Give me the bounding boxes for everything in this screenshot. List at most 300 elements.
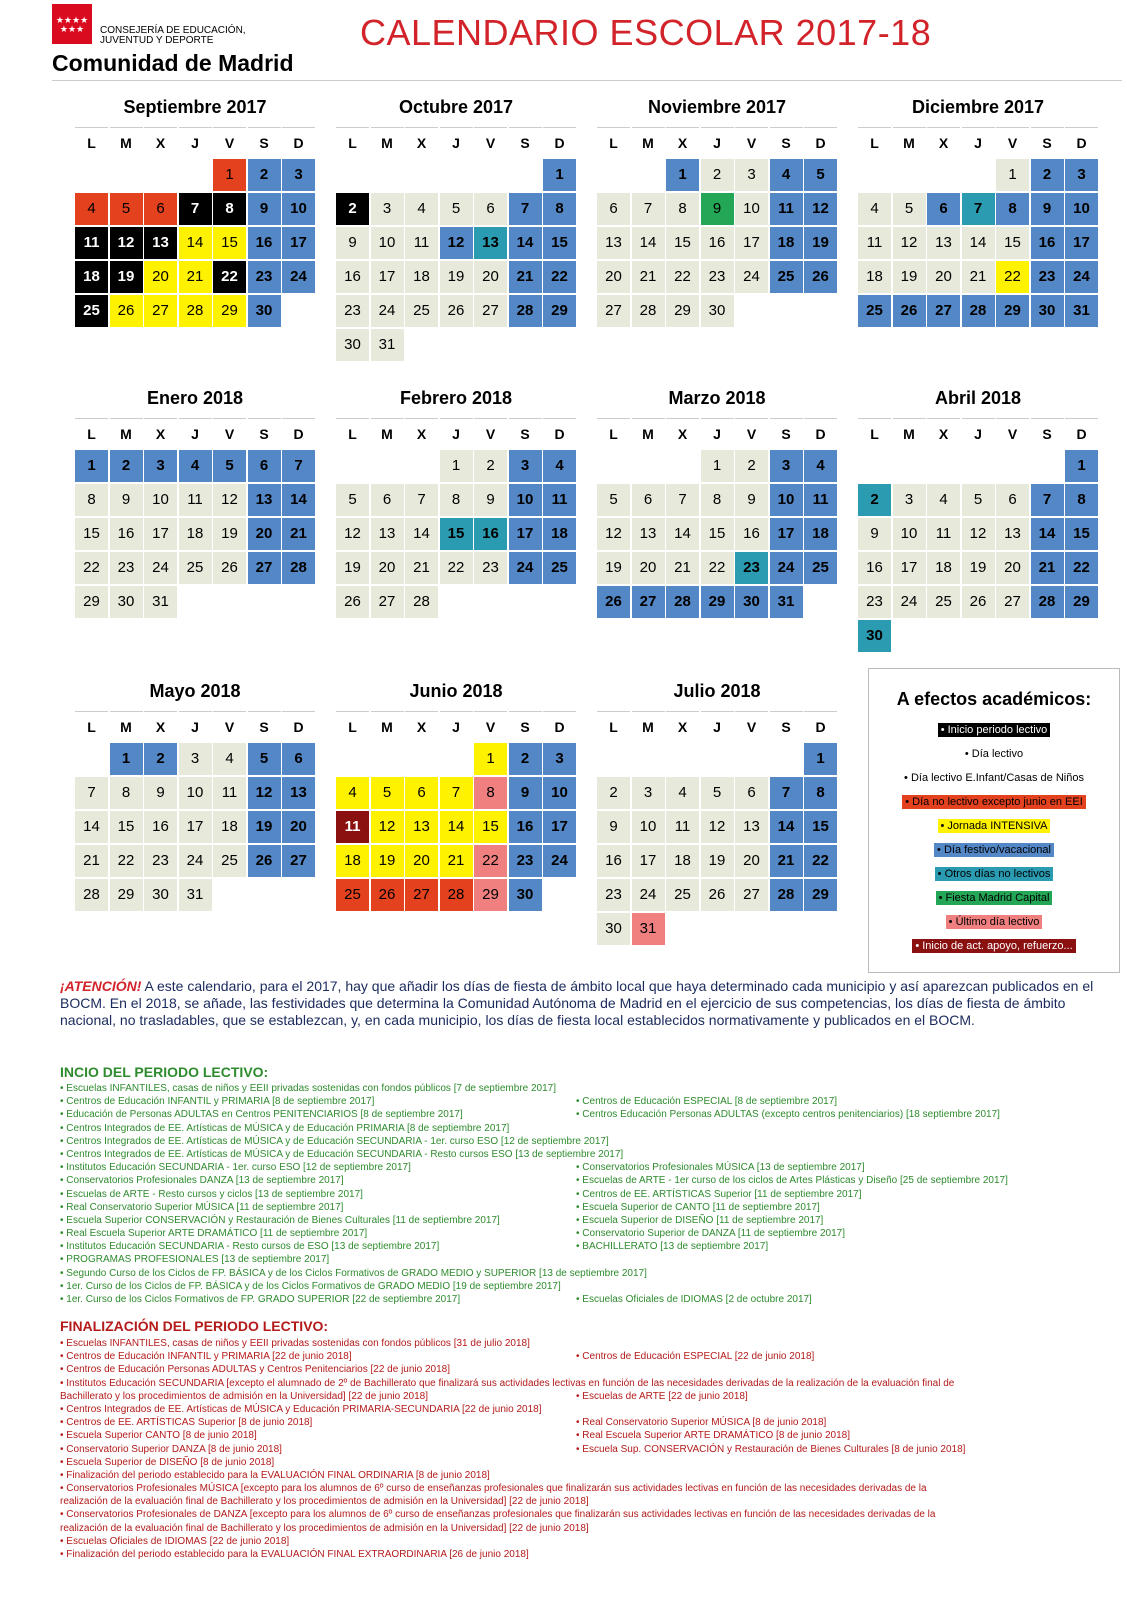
- list-item: • 1er. Curso de los Ciclos Formativos de FP. GRADO SUPERIOR [22 de septiembre 2017] • Escuelas Oficiales de IDIOMAS [2 de octubre 2017]: [60, 1294, 812, 1305]
- month-11: [597, 679, 837, 937]
- day-cell: 10: [632, 811, 665, 843]
- day-cell: 2: [144, 743, 177, 775]
- day-cell: 7: [770, 777, 803, 809]
- weekday-header: S: [248, 418, 281, 448]
- day-cell: 27: [597, 295, 630, 327]
- month-5: [75, 386, 315, 610]
- day-cell: 25: [770, 261, 803, 293]
- day-cell: 27: [735, 879, 768, 911]
- day-cell: 16: [110, 518, 143, 550]
- month-title: Febrero 2018: [399, 388, 513, 408]
- day-cell: 11: [179, 484, 212, 516]
- day-cell: 17: [893, 552, 926, 584]
- legend-item: • Jornada INTENSIVA: [869, 814, 1119, 838]
- day-cell: 19: [804, 227, 837, 259]
- weekday-header: X: [144, 127, 177, 157]
- day-cell: 14: [666, 518, 699, 550]
- legend-item: • Día festivo/vacacional: [869, 838, 1119, 862]
- weekday-header: M: [371, 711, 404, 741]
- day-cell: 19: [597, 552, 630, 584]
- weekday-header: S: [509, 418, 542, 448]
- day-cell: 8: [213, 193, 246, 225]
- day-cell: 5: [597, 484, 630, 516]
- weekday-header: J: [962, 418, 995, 448]
- day-cell: 23: [509, 845, 542, 877]
- consejeria-label: [100, 26, 246, 46]
- day-cell: 9: [858, 518, 891, 550]
- day-cell: 24: [735, 261, 768, 293]
- day-cell: 4: [405, 193, 438, 225]
- day-cell: 17: [282, 227, 315, 259]
- legend-item: • Fiesta Madrid Capital: [869, 886, 1119, 910]
- stars-icon: ★★★★ ★★★: [55, 15, 89, 34]
- inicio-list: [60, 1082, 1100, 1306]
- weekday-header: M: [110, 418, 143, 448]
- page-title: CALENDARIO ESCOLAR 2017-18: [360, 12, 932, 53]
- day-cell: 10: [144, 484, 177, 516]
- list-item: • Institutos Educación SECUNDARIA [excepto el alumnado de 2º de Bachillerato que finalizará sus actividades lectivas en función de las necesidades derivadas de la realización de la evaluación final de: [60, 1377, 955, 1389]
- day-cell: 3: [893, 484, 926, 516]
- day-cell: 29: [543, 295, 576, 327]
- weekday-header: L: [75, 127, 108, 157]
- day-cell: 26: [804, 261, 837, 293]
- weekday-header: V: [213, 711, 246, 741]
- day-cell: 7: [405, 484, 438, 516]
- list-item: • Centros Integrados de EE. Artísticas de MÚSICA y de Educación PRIMARIA [8 de septiembre 2017]: [60, 1122, 510, 1134]
- weekday-header: X: [144, 418, 177, 448]
- day-cell: 9: [110, 484, 143, 516]
- month-8: [858, 386, 1098, 644]
- day-cell: 28: [405, 586, 438, 618]
- list-item: • Educación de Personas ADULTAS en Centros PENITENCIARIOS [8 de septiembre 2017] • Centros Educación Personas ADULTAS (excepto centros penitenciarios) [18 septiembre 2017]: [60, 1109, 1000, 1121]
- day-cell: 27: [371, 586, 404, 618]
- day-cell: 4: [179, 450, 212, 482]
- weekday-header: J: [179, 711, 212, 741]
- day-cell: 16: [509, 811, 542, 843]
- day-cell: 19: [893, 261, 926, 293]
- weekday-header: J: [962, 127, 995, 157]
- list-item: • Escuelas Oficiales de IDIOMAS [22 de junio 2018]: [60, 1535, 290, 1547]
- day-cell: 20: [927, 261, 960, 293]
- day-cell: 29: [701, 586, 734, 618]
- day-cell: 23: [144, 845, 177, 877]
- day-cell: 4: [75, 193, 108, 225]
- weekday-header: X: [405, 711, 438, 741]
- day-cell: 8: [996, 193, 1029, 225]
- day-cell: 29: [474, 879, 507, 911]
- day-cell: 14: [1031, 518, 1064, 550]
- day-cell: 22: [996, 261, 1029, 293]
- day-cell: 12: [336, 518, 369, 550]
- day-cell: 13: [371, 518, 404, 550]
- day-cell: 15: [996, 227, 1029, 259]
- list-item: realización de la evaluación final de Bachillerato y los procedimientos de admisión en la Universidad] [22 de junio 2018]: [60, 1522, 589, 1534]
- day-cell: 11: [405, 227, 438, 259]
- weekday-header: X: [927, 418, 960, 448]
- day-cell: 26: [962, 586, 995, 618]
- day-cell: 19: [110, 261, 143, 293]
- day-cell: 24: [543, 845, 576, 877]
- day-cell: 21: [1031, 552, 1064, 584]
- day-cell: 24: [144, 552, 177, 584]
- day-cell: 21: [666, 552, 699, 584]
- day-cell: 9: [509, 777, 542, 809]
- weekday-header: J: [440, 127, 473, 157]
- day-cell: 31: [144, 586, 177, 618]
- day-cell: 18: [179, 518, 212, 550]
- month-title: Noviembre 2017: [647, 97, 787, 117]
- weekday-header: L: [336, 127, 369, 157]
- weekday-header: V: [735, 711, 768, 741]
- day-cell: 14: [509, 227, 542, 259]
- day-cell: 7: [179, 193, 212, 225]
- day-cell: 13: [282, 777, 315, 809]
- day-cell: 30: [144, 879, 177, 911]
- day-cell: 9: [735, 484, 768, 516]
- day-cell: 25: [666, 879, 699, 911]
- day-cell: 22: [666, 261, 699, 293]
- day-cell: 8: [110, 777, 143, 809]
- header-divider: [52, 80, 1122, 81]
- day-cell: 5: [371, 777, 404, 809]
- list-item: • Escuelas INFANTILES, casas de niños y EEII privadas sostenidas con fondos públicos [31 de julio 2018]: [60, 1338, 530, 1349]
- weekday-header: M: [110, 127, 143, 157]
- day-cell: 9: [474, 484, 507, 516]
- weekday-header: D: [282, 418, 315, 448]
- day-cell: 19: [336, 552, 369, 584]
- day-cell: 4: [770, 159, 803, 191]
- day-cell: 8: [543, 193, 576, 225]
- day-cell: 15: [474, 811, 507, 843]
- day-cell: 29: [213, 295, 246, 327]
- weekday-header: S: [770, 418, 803, 448]
- day-cell: 7: [440, 777, 473, 809]
- day-cell: 31: [632, 913, 665, 945]
- list-item: • Real Conservatorio Superior MÚSICA [11 de septiembre 2017] • Escuela Superior de CANTO [11 de septiembre 2017]: [60, 1201, 820, 1213]
- day-cell: 28: [75, 879, 108, 911]
- day-cell: 17: [1065, 227, 1098, 259]
- list-item: • Centros de Educación INFANTIL y PRIMARIA [8 de septiembre 2017] • Centros de Educación ESPECIAL [8 de septiembre 2017]: [60, 1096, 838, 1108]
- day-cell: 20: [474, 261, 507, 293]
- day-cell: 11: [336, 811, 369, 843]
- weekday-header: V: [735, 127, 768, 157]
- weekday-header: M: [632, 127, 665, 157]
- day-cell: 11: [75, 227, 108, 259]
- day-cell: 6: [474, 193, 507, 225]
- day-cell: 5: [440, 193, 473, 225]
- day-cell: 31: [770, 586, 803, 618]
- day-cell: 5: [962, 484, 995, 516]
- list-item: • Conservatorios Profesionales DANZA [13 de septiembre 2017] • Escuelas de ARTE - 1er curso de los ciclos de Artes Plásticas y Diseño [25 de septiembre 2017]: [60, 1175, 1008, 1187]
- day-cell: 15: [440, 518, 473, 550]
- day-cell: 23: [858, 586, 891, 618]
- day-cell: 26: [248, 845, 281, 877]
- day-cell: 7: [666, 484, 699, 516]
- madrid-flag-logo: [52, 4, 92, 44]
- day-cell: 23: [336, 295, 369, 327]
- weekday-header: J: [179, 418, 212, 448]
- day-cell: 18: [213, 811, 246, 843]
- list-item: • Conservatorios Profesionales de DANZA [excepto para los alumnos de 6º curso de enseñanzas profesionales que finalizarán sus actividades lectivas en función de las necesidades derivadas de la: [60, 1509, 936, 1521]
- day-cell: 16: [735, 518, 768, 550]
- consejeria-line2: JUVENTUD Y DEPORTE: [100, 35, 214, 46]
- day-cell: 5: [804, 159, 837, 191]
- day-cell: 22: [804, 845, 837, 877]
- weekday-header: X: [405, 127, 438, 157]
- day-cell: 9: [597, 811, 630, 843]
- weekday-header: M: [893, 418, 926, 448]
- day-cell: 30: [597, 913, 630, 945]
- day-cell: 1: [110, 743, 143, 775]
- day-cell: 4: [666, 777, 699, 809]
- day-cell: 27: [144, 295, 177, 327]
- month-7: [597, 386, 837, 610]
- day-cell: 2: [597, 777, 630, 809]
- day-cell: 25: [405, 295, 438, 327]
- day-cell: 14: [75, 811, 108, 843]
- day-cell: 7: [962, 193, 995, 225]
- list-item: • Conservatorio Superior DANZA [8 de junio 2018] • Escuela Sup. CONSERVACIÓN y Restauración de Bienes Culturales [8 de junio 2018]: [60, 1443, 966, 1455]
- day-cell: 25: [213, 845, 246, 877]
- day-cell: 25: [927, 586, 960, 618]
- day-cell: 26: [213, 552, 246, 584]
- weekday-header: S: [770, 711, 803, 741]
- day-cell: 1: [75, 450, 108, 482]
- weekday-header: D: [543, 711, 576, 741]
- weekday-header: J: [701, 418, 734, 448]
- day-cell: 22: [75, 552, 108, 584]
- day-cell: 15: [666, 227, 699, 259]
- day-cell: 17: [179, 811, 212, 843]
- day-cell: 20: [282, 811, 315, 843]
- day-cell: 20: [996, 552, 1029, 584]
- legend-items: [869, 718, 1119, 958]
- list-item: • Escuela Superior de DISEÑO [8 de junio 2018]: [60, 1456, 275, 1468]
- weekday-header: S: [1031, 127, 1064, 157]
- day-cell: 30: [701, 295, 734, 327]
- day-cell: 25: [804, 552, 837, 584]
- weekday-header: M: [371, 418, 404, 448]
- day-cell: 9: [701, 193, 734, 225]
- day-cell: 2: [1031, 159, 1064, 191]
- weekday-header: L: [858, 127, 891, 157]
- day-cell: 6: [371, 484, 404, 516]
- list-item: • Institutos Educación SECUNDARIA - Resto cursos de ESO [13 de septiembre 2017] • BACHILLERATO [13 de septiembre 2017]: [60, 1241, 769, 1253]
- day-cell: 28: [666, 586, 699, 618]
- day-cell: 27: [282, 845, 315, 877]
- day-cell: 12: [440, 227, 473, 259]
- list-item: • Escuelas INFANTILES, casas de niños y EEII privadas sostenidas con fondos públicos [7 de septiembre 2017]: [60, 1083, 556, 1094]
- day-cell: 13: [735, 811, 768, 843]
- weekday-header: S: [248, 127, 281, 157]
- day-cell: 2: [735, 450, 768, 482]
- day-cell: 14: [179, 227, 212, 259]
- day-cell: 6: [144, 193, 177, 225]
- weekday-header: D: [282, 127, 315, 157]
- day-cell: 9: [336, 227, 369, 259]
- day-cell: 8: [701, 484, 734, 516]
- day-cell: 7: [1031, 484, 1064, 516]
- day-cell: 21: [440, 845, 473, 877]
- day-cell: 28: [770, 879, 803, 911]
- day-cell: 15: [213, 227, 246, 259]
- day-cell: 10: [509, 484, 542, 516]
- weekday-header: L: [597, 418, 630, 448]
- list-item: • Centros Integrados de EE. Artísticas de MÚSICA y de Educación SECUNDARIA - Resto cursos ESO [13 de septiembre 2017]: [60, 1148, 624, 1160]
- month-title: Junio 2018: [409, 681, 503, 701]
- list-item: • 1er. Curso de los Ciclos de FP. BÁSICA y de los Ciclos Formativos de GRADO MEDIO [19 de septiembre 2017]: [60, 1280, 561, 1292]
- day-cell: 21: [75, 845, 108, 877]
- day-cell: 1: [666, 159, 699, 191]
- weekday-header: M: [632, 418, 665, 448]
- day-cell: 15: [110, 811, 143, 843]
- list-item: • Finalización del periodo establecido para la EVALUACIÓN FINAL ORDINARIA [8 de junio 2018]: [60, 1469, 490, 1481]
- day-cell: 27: [405, 879, 438, 911]
- weekday-header: L: [597, 711, 630, 741]
- day-cell: 6: [632, 484, 665, 516]
- weekday-header: J: [440, 711, 473, 741]
- weekday-header: D: [543, 418, 576, 448]
- day-cell: 12: [110, 227, 143, 259]
- weekday-header: M: [110, 711, 143, 741]
- day-cell: 18: [858, 261, 891, 293]
- weekday-header: D: [804, 418, 837, 448]
- day-cell: 1: [1065, 450, 1098, 482]
- day-cell: 12: [248, 777, 281, 809]
- day-cell: 16: [1031, 227, 1064, 259]
- fin-title: FINALIZACIÓN DEL PERIODO LECTIVO:: [60, 1318, 329, 1334]
- day-cell: 2: [474, 450, 507, 482]
- attention-note: [60, 978, 1100, 1029]
- weekday-header: L: [858, 418, 891, 448]
- day-cell: 17: [735, 227, 768, 259]
- day-cell: 3: [509, 450, 542, 482]
- day-cell: 16: [144, 811, 177, 843]
- day-cell: 29: [996, 295, 1029, 327]
- day-cell: 28: [632, 295, 665, 327]
- list-item: • Finalización del periodo establecido para la EVALUACIÓN FINAL EXTRAORDINARIA [26 de junio 2018]: [60, 1549, 529, 1560]
- day-cell: 16: [248, 227, 281, 259]
- day-cell: 29: [804, 879, 837, 911]
- day-cell: 24: [282, 261, 315, 293]
- month-1: [75, 95, 315, 319]
- day-cell: 17: [543, 811, 576, 843]
- weekday-header: J: [701, 711, 734, 741]
- day-cell: 27: [632, 586, 665, 618]
- list-item: • Centros Integrados de EE. Artísticas de MÚSICA y de Educación SECUNDARIA - 1er. curso ESO [12 de septiembre 2017]: [60, 1135, 609, 1147]
- day-cell: 11: [213, 777, 246, 809]
- month-title: Marzo 2018: [668, 388, 766, 408]
- day-cell: 31: [179, 879, 212, 911]
- weekday-header: V: [213, 418, 246, 448]
- day-cell: 22: [213, 261, 246, 293]
- weekday-header: V: [474, 418, 507, 448]
- day-cell: 14: [440, 811, 473, 843]
- day-cell: 26: [371, 879, 404, 911]
- day-cell: 6: [927, 193, 960, 225]
- day-cell: 26: [440, 295, 473, 327]
- weekday-header: S: [1031, 418, 1064, 448]
- day-cell: 2: [110, 450, 143, 482]
- day-cell: 14: [962, 227, 995, 259]
- day-cell: 3: [179, 743, 212, 775]
- list-item: • Centros de Educación INFANTIL y PRIMARIA [22 de junio 2018] • Centros de Educación ESPECIAL [22 de junio 2018]: [60, 1351, 815, 1363]
- day-cell: 18: [405, 261, 438, 293]
- weekday-header: L: [336, 418, 369, 448]
- day-cell: 28: [509, 295, 542, 327]
- day-cell: 17: [632, 845, 665, 877]
- day-cell: 23: [597, 879, 630, 911]
- day-cell: 4: [336, 777, 369, 809]
- day-cell: 28: [440, 879, 473, 911]
- weekday-header: X: [666, 127, 699, 157]
- day-cell: 18: [927, 552, 960, 584]
- day-cell: 29: [1065, 586, 1098, 618]
- attention-label: ¡ATENCIÓN!: [60, 978, 142, 994]
- day-cell: 6: [735, 777, 768, 809]
- day-cell: 7: [282, 450, 315, 482]
- list-item: • Escuela Superior CONSERVACIÓN y Restauración de Bienes Culturales [11 de septiembre 2017] • Escuela Superior de DISEÑO [11 de septiembre 2017]: [60, 1214, 824, 1226]
- list-item: • Real Escuela Superior ARTE DRAMÁTICO [11 de septiembre 2017] • Conservatorio Superior de DANZA [11 de septiembre 2017]: [60, 1228, 846, 1240]
- day-cell: 3: [371, 193, 404, 225]
- day-cell: 11: [543, 484, 576, 516]
- day-cell: 1: [804, 743, 837, 775]
- day-cell: 22: [543, 261, 576, 293]
- day-cell: 10: [735, 193, 768, 225]
- day-cell: 13: [597, 227, 630, 259]
- day-cell: 1: [213, 159, 246, 191]
- day-cell: 1: [474, 743, 507, 775]
- day-cell: 24: [509, 552, 542, 584]
- day-cell: 21: [282, 518, 315, 550]
- day-cell: 30: [336, 329, 369, 361]
- day-cell: 10: [371, 227, 404, 259]
- day-cell: 13: [144, 227, 177, 259]
- day-cell: 18: [804, 518, 837, 550]
- day-cell: 23: [248, 261, 281, 293]
- day-cell: 13: [996, 518, 1029, 550]
- day-cell: 18: [666, 845, 699, 877]
- day-cell: 18: [770, 227, 803, 259]
- legend-item: • Día no lectivo excepto junio en EEI: [869, 790, 1119, 814]
- day-cell: 26: [597, 586, 630, 618]
- day-cell: 25: [858, 295, 891, 327]
- weekday-header: V: [996, 127, 1029, 157]
- legend-item: • Inicio periodo lectivo: [869, 718, 1119, 742]
- day-cell: 1: [996, 159, 1029, 191]
- day-cell: 21: [405, 552, 438, 584]
- day-cell: 30: [110, 586, 143, 618]
- day-cell: 15: [75, 518, 108, 550]
- legend-item: • Día lectivo: [964, 748, 1024, 760]
- legend-item: • Inicio de act. apoyo, refuerzo...: [869, 934, 1119, 958]
- weekday-header: D: [804, 711, 837, 741]
- month-9: [75, 679, 315, 903]
- day-cell: 17: [509, 518, 542, 550]
- day-cell: 20: [405, 845, 438, 877]
- day-cell: 19: [440, 261, 473, 293]
- day-cell: 13: [405, 811, 438, 843]
- list-item: • Conservatorios Profesionales MÚSICA [excepto para los alumnos de 6º curso de enseñanzas profesionales que finalizarán sus actividades lectivas en función de las necesidades derivadas de la: [60, 1483, 927, 1495]
- day-cell: 22: [110, 845, 143, 877]
- day-cell: 15: [701, 518, 734, 550]
- day-cell: 16: [701, 227, 734, 259]
- day-cell: 16: [858, 552, 891, 584]
- legend-item: • Último día lectivo: [869, 910, 1119, 934]
- inicio-title: INCIO DEL PERIODO LECTIVO:: [60, 1064, 269, 1080]
- day-cell: 25: [336, 879, 369, 911]
- day-cell: 3: [144, 450, 177, 482]
